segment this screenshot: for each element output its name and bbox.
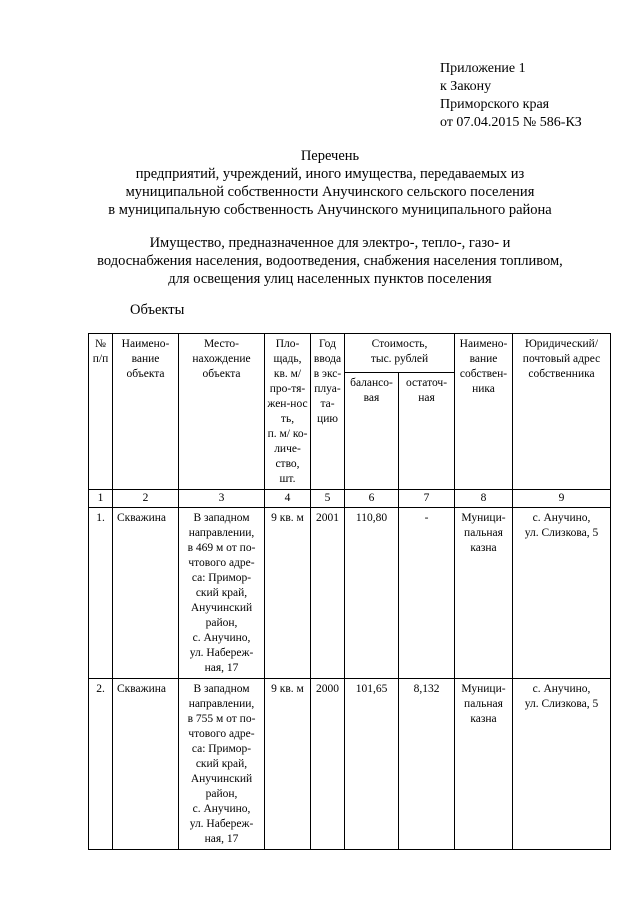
- purpose-line: водоснабжения населения, водоотведения, снабжения населения топливом,: [97, 253, 563, 269]
- appendix-line: Приморского края: [440, 97, 550, 112]
- cell-area: 9 кв. м: [265, 508, 311, 679]
- column-number: 7: [399, 490, 455, 508]
- appendix-line: к Закону: [440, 79, 492, 94]
- cell-residual: 8,132: [399, 679, 455, 850]
- header-area: Пло- щадь, кв. м/ про-тя- жен-нос ть, п. м/ ко- личе- ство, шт.: [265, 334, 311, 490]
- table-header-row: [89, 334, 611, 373]
- header-owner: Наимено- вание собствен- ника: [455, 334, 513, 490]
- cell-location: В западном направлении, в 469 м от по- чтового адре- са: Примор- ский край, Анучинский район, с. Анучино, ул. Набереж- ная, 17: [179, 508, 265, 679]
- title-line: в муниципальную собственность Анучинского муниципального района: [108, 202, 552, 218]
- column-number: 4: [265, 490, 311, 508]
- column-number: 1: [89, 490, 113, 508]
- objects-table: [88, 333, 611, 850]
- cell-address: с. Анучино, ул. Слизкова, 5: [513, 679, 611, 850]
- cell-owner: Муници- пальная казна: [455, 508, 513, 679]
- header-cost-residual: остаточ- ная: [399, 373, 455, 490]
- cell-residual: -: [399, 508, 455, 679]
- column-number: 6: [345, 490, 399, 508]
- header-name: Наимено- вание объекта: [113, 334, 179, 490]
- title-line: муниципальной собственности Анучинского сельского поселения: [125, 184, 535, 200]
- cell-num: 1.: [89, 508, 113, 679]
- cell-num: 2.: [89, 679, 113, 850]
- purpose-line: Имущество, предназначенное для электро-, тепло-, газо- и: [149, 235, 511, 251]
- header-address: Юридический/ почтовый адрес собственника: [513, 334, 611, 490]
- cell-balance: 110,80: [345, 508, 399, 679]
- column-number: 8: [455, 490, 513, 508]
- cell-area: 9 кв. м: [265, 679, 311, 850]
- header-location: Место- нахождение объекта: [179, 334, 265, 490]
- table-row: [89, 679, 611, 850]
- cell-owner: Муници- пальная казна: [455, 679, 513, 850]
- property-purpose: [60, 234, 600, 288]
- header-year: Год ввода в экс- плуа- та- цию: [311, 334, 345, 490]
- column-number: 3: [179, 490, 265, 508]
- title-line: предприятий, учреждений, иного имущества, передаваемых из: [135, 166, 525, 182]
- column-number: 2: [113, 490, 179, 508]
- appendix-line: Приложение 1: [440, 61, 526, 76]
- document-title: [60, 147, 600, 219]
- table-row: [89, 508, 611, 679]
- title-line: Перечень: [300, 148, 360, 164]
- header-cost: Стоимость, тыс. рублей: [345, 334, 455, 373]
- column-number: 5: [311, 490, 345, 508]
- cell-balance: 101,65: [345, 679, 399, 850]
- column-number-row: [89, 490, 611, 508]
- purpose-line: для освещения улиц населенных пунктов поселения: [168, 271, 492, 287]
- cell-year: 2001: [311, 508, 345, 679]
- appendix-line: от 07.04.2015 № 586-КЗ: [440, 115, 582, 130]
- cell-address: с. Анучино, ул. Слизкова, 5: [513, 508, 611, 679]
- appendix-reference: [440, 60, 582, 132]
- column-number: 9: [513, 490, 611, 508]
- cell-name: Скважина: [113, 508, 179, 679]
- cell-name: Скважина: [113, 679, 179, 850]
- header-num: № п/п: [89, 334, 113, 490]
- cell-year: 2000: [311, 679, 345, 850]
- section-label: Объекты: [130, 302, 185, 318]
- cell-location: В западном направлении, в 755 м от по- чтового адре- са: Примор- ский край, Анучинский район, с. Анучино, ул. Набереж- ная, 17: [179, 679, 265, 850]
- header-cost-balance: балансо- вая: [345, 373, 399, 490]
